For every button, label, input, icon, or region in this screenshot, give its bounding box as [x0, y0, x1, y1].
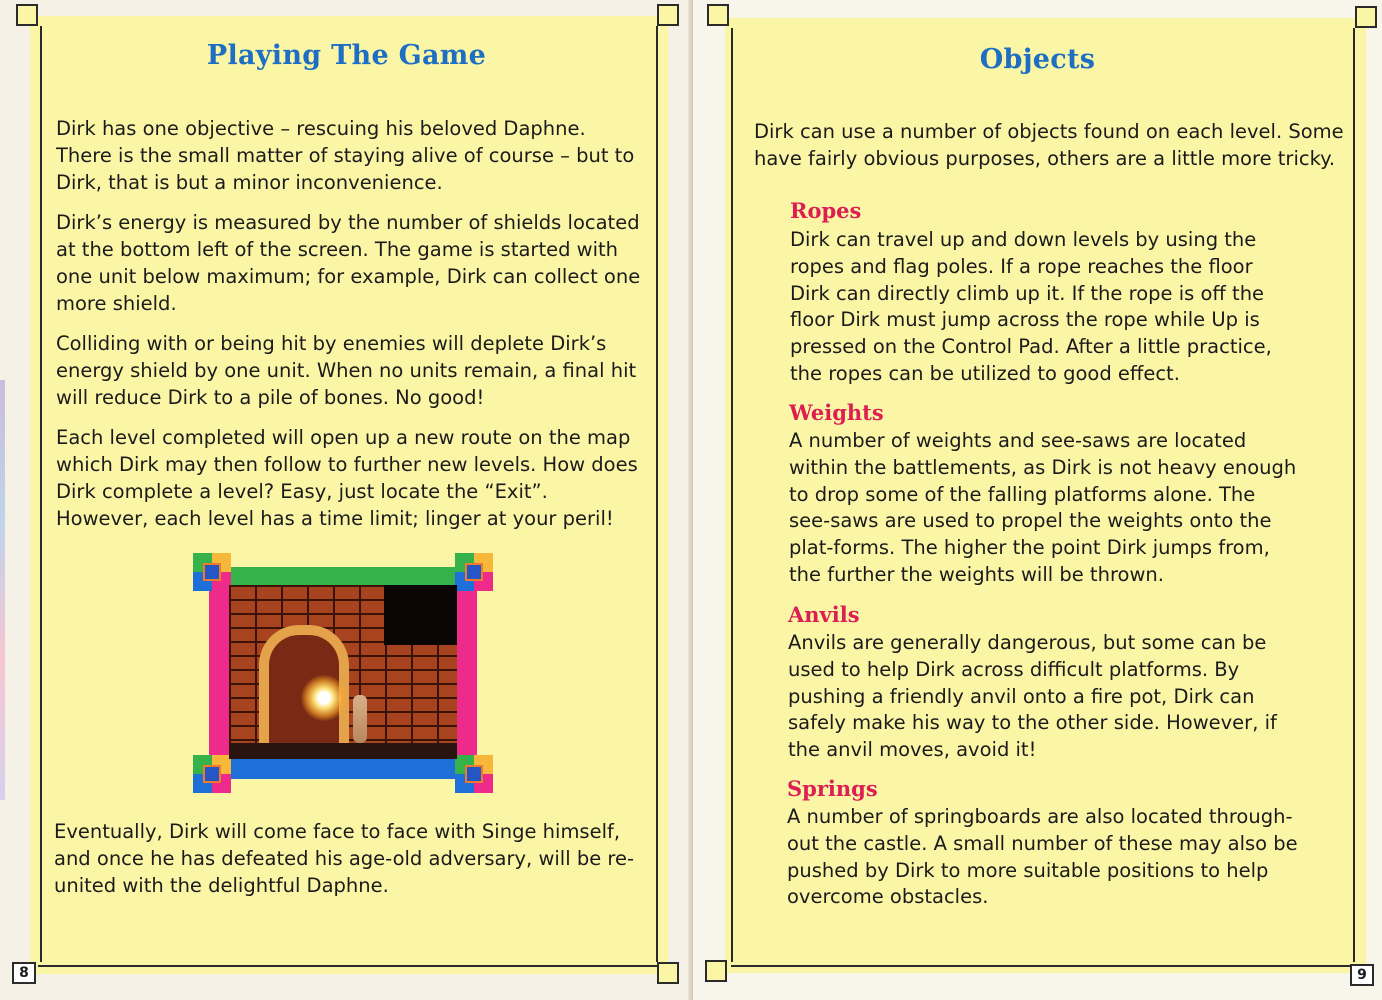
- section-heading-anvils: Anvils: [788, 602, 860, 627]
- right-border-line: [656, 26, 658, 962]
- bottom-border-line: [731, 965, 1355, 967]
- right-page: [693, 0, 1382, 1000]
- corner-box-bottom-left: [705, 960, 727, 982]
- section-heading-springs: Springs: [787, 776, 878, 801]
- dark-doorway: [384, 585, 457, 645]
- section-body-ropes: Dirk can travel up and down levels by using the ropes and flag poles. If a rope reaches the floor Dirk can directly climb up it. If the rope is off the floor Dirk must jump across the rope while Up is pressed on the Control Pad. After a little practice, the ropes can be utilized to good effect.: [790, 228, 1272, 385]
- corner-box-top-left: [707, 4, 729, 26]
- paragraph: Dirk’s energy is measured by the number of shields located at the bottom left of the screen. The game is started with one unit below maximum; for example, Dirk can collect one more shield.: [56, 211, 641, 315]
- page-title: Playing The Game: [206, 40, 487, 71]
- frame-bottom-bar: [217, 759, 467, 779]
- section-heading-ropes: Ropes: [790, 198, 862, 223]
- corner-box-top-right: [1355, 6, 1377, 28]
- sparkle-flash: [301, 675, 347, 721]
- page-title: Objects: [979, 44, 1096, 75]
- closing-paragraph: Eventually, Dirk will come face to face with Singe himself, and once he has defeated his age-old adversary, will be re-united with the delightful Daphne.: [54, 820, 635, 897]
- left-border-line: [40, 26, 42, 962]
- right-border-line: [1353, 28, 1355, 962]
- paragraph: Dirk has one objective – rescuing his beloved Daphne. There is the small matter of staying alive of course – but to Dirk, that is but a minor inconvenience.: [56, 117, 635, 194]
- frame-left-bar: [209, 577, 229, 769]
- section-body-springs: A number of springboards are also located through-out the castle. A small number of these may also be pushed by Dirk to more suitable positions to help overcome obstacles.: [787, 805, 1298, 909]
- paragraph: Colliding with or being hit by enemies will deplete Dirk’s energy shield by one unit. When no units remain, a final hit will reduce Dirk to a pile of bones. No good!: [56, 332, 637, 409]
- frame-corner: [455, 755, 493, 793]
- frame-corner: [193, 553, 231, 591]
- intro-paragraph: Dirk can use a number of objects found on each level. Some have fairly obvious purposes, others are a little more tricky.: [754, 120, 1344, 170]
- paragraph: Each level completed will open up a new route on the map which Dirk may then follow to further new levels. How does Dirk complete a level? Easy, just locate the “Exit”. However, each level has a time limit; linger at your peril!: [56, 426, 638, 530]
- bottom-border-line: [38, 965, 658, 967]
- left-border-line: [731, 28, 733, 962]
- dirk-sprite: [353, 695, 367, 743]
- section-heading-weights: Weights: [789, 400, 884, 425]
- section-body-weights: A number of weights and see-saws are located within the battlements, as Dirk is not heavy enough to drop some of the falling platforms alone. The see-saws are used to propel the weights onto the plat-forms. The higher the point Dirk jumps from, the further the weights will be thrown.: [789, 429, 1297, 586]
- corner-box-top-left: [16, 4, 38, 26]
- frame-corner: [455, 553, 493, 591]
- page-number: 9: [1350, 964, 1374, 986]
- corner-box-top-right: [657, 4, 679, 26]
- frame-top-bar: [217, 567, 467, 585]
- section-body-anvils: Anvils are generally dangerous, but some can be used to help Dirk across difficult platforms. By pushing a friendly anvil onto a fire pot, Dirk can safely make his way to the other side. However, if the anvil moves, avoid it!: [788, 631, 1277, 762]
- frame-corner: [193, 755, 231, 793]
- page-number: 8: [12, 962, 36, 984]
- corner-box-bottom-right: [657, 962, 679, 984]
- game-screenshot-frame: [193, 553, 495, 793]
- game-screenshot: [229, 585, 457, 759]
- castle-floor: [229, 743, 457, 759]
- frame-right-bar: [457, 577, 477, 769]
- page-edge-stripe: [0, 380, 5, 800]
